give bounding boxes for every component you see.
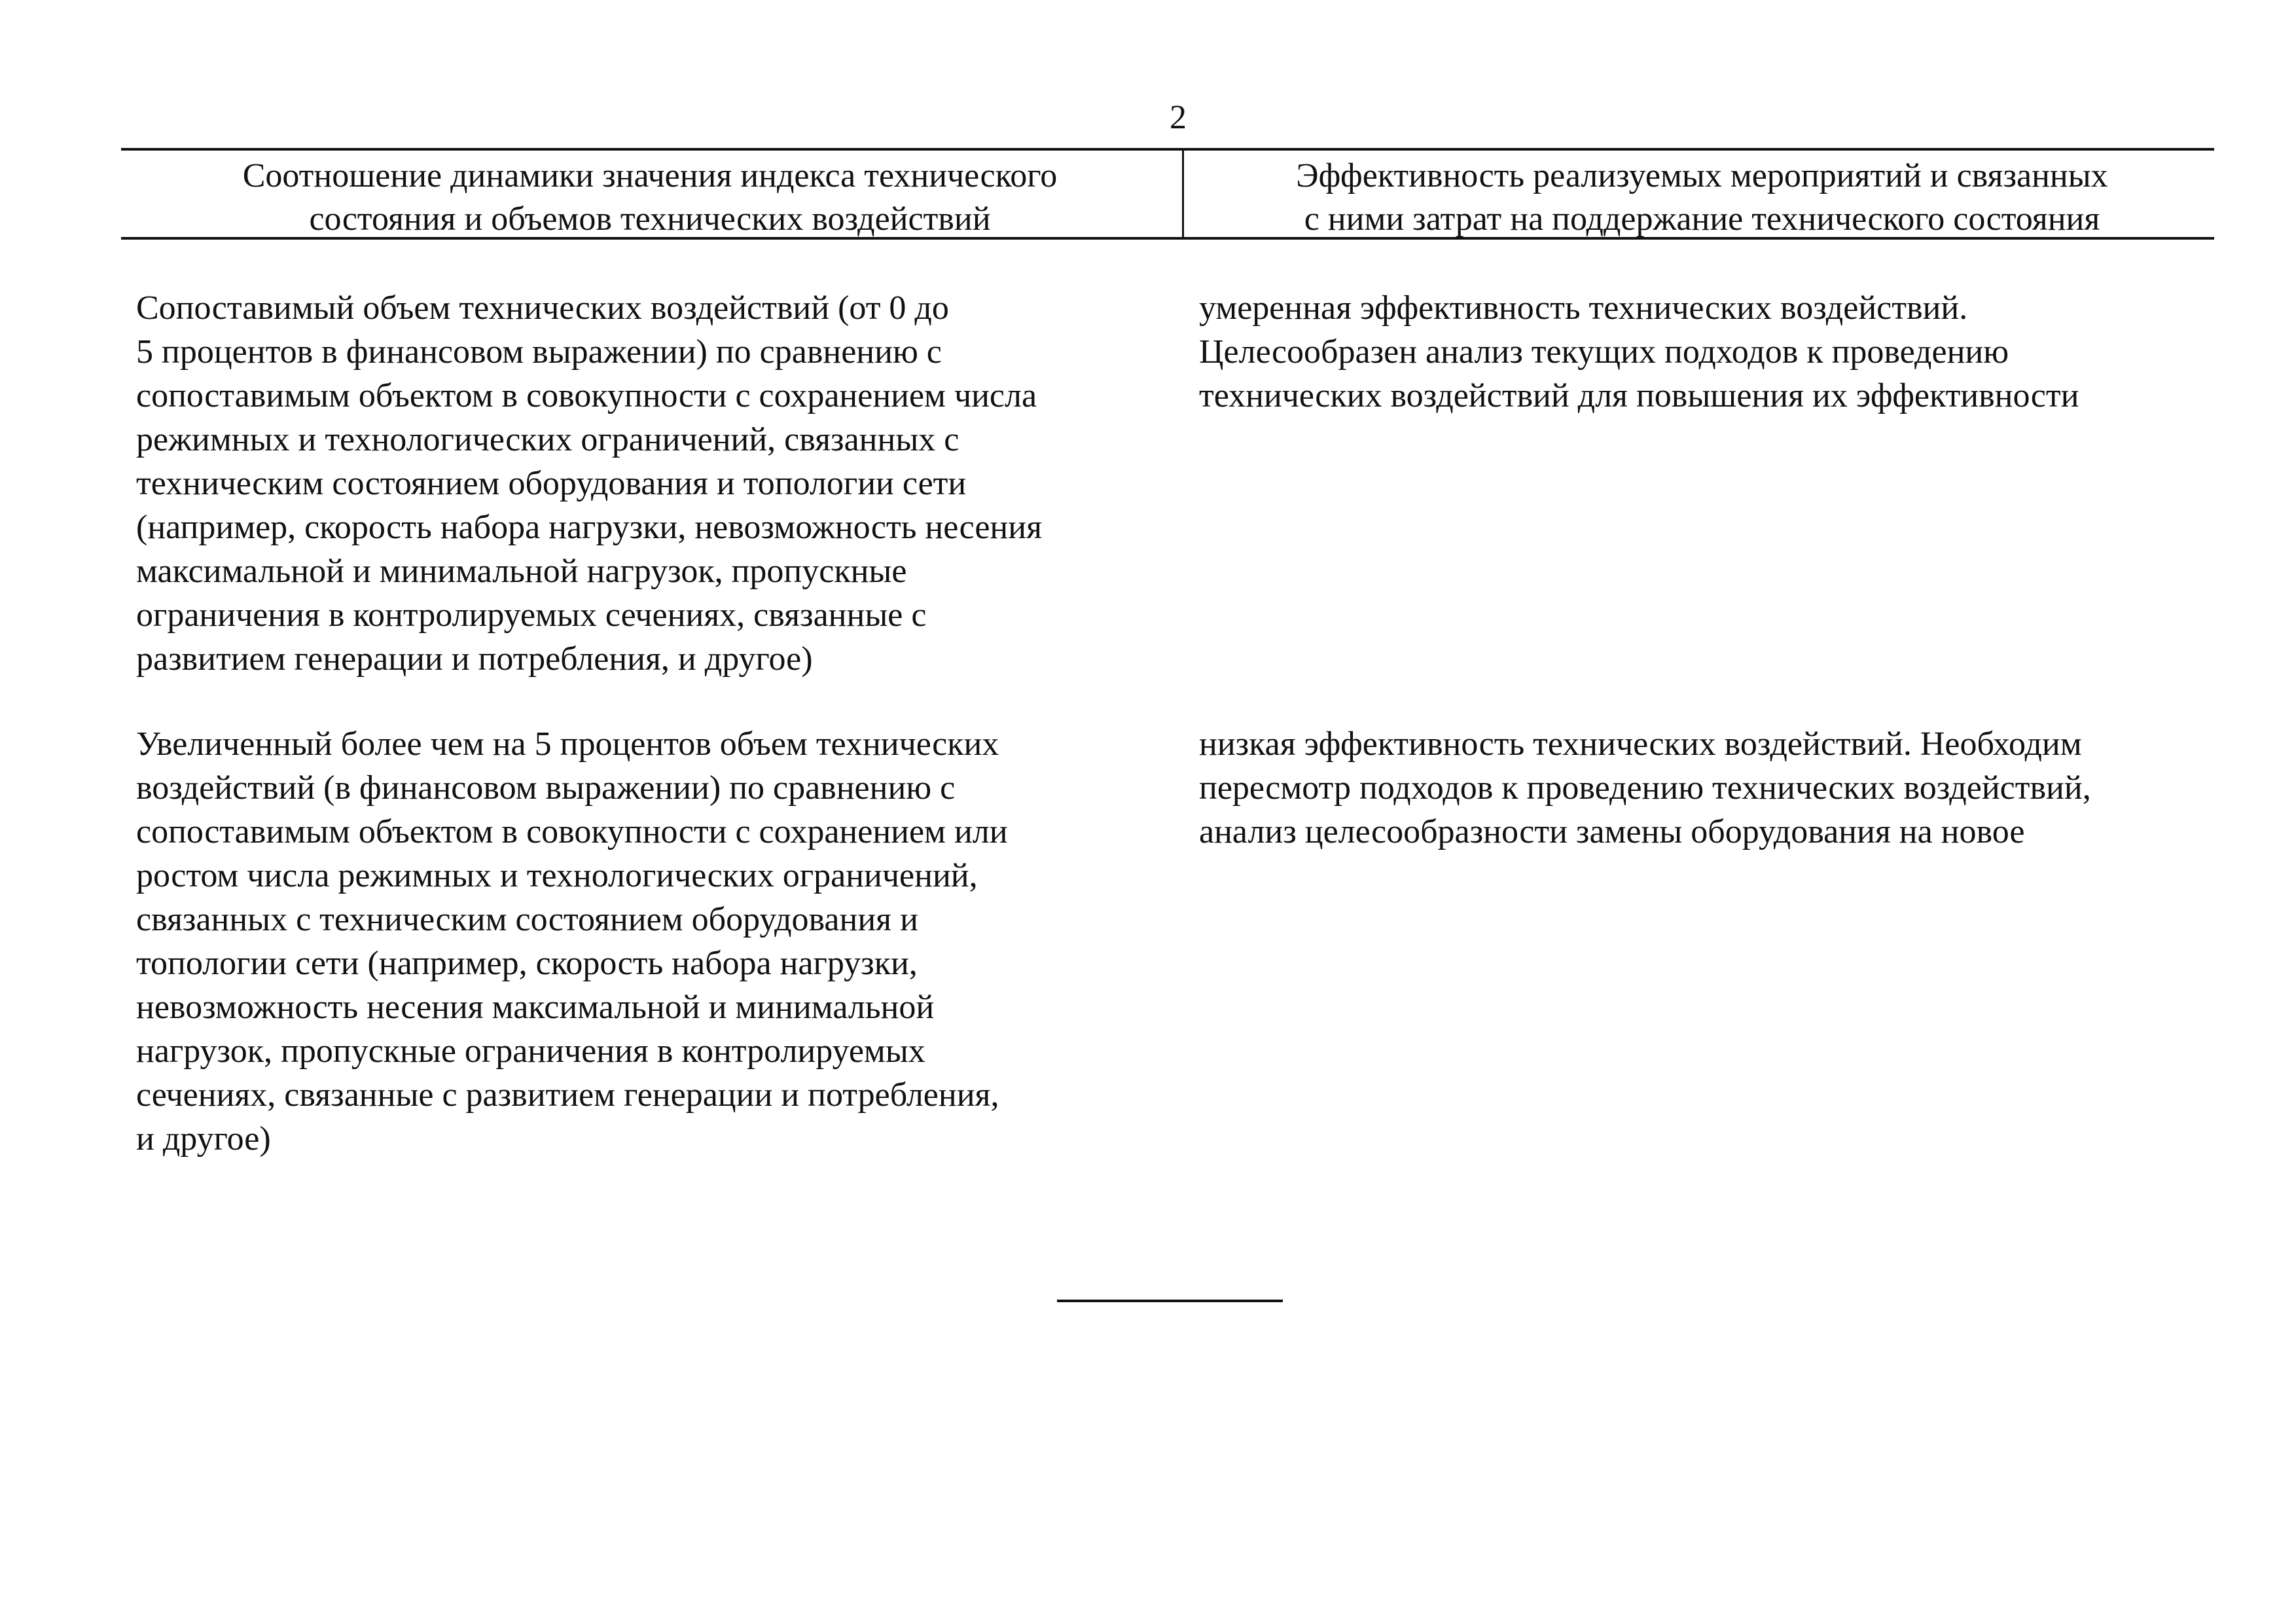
text-line: сопоставимым объектом в совокупности с сохранением числа xyxy=(136,377,1037,414)
text-line: сечениях, связанные с развитием генерации и потребления, xyxy=(136,1076,999,1114)
text-line: сопоставимым объектом в совокупности с сохранением или xyxy=(136,813,1008,850)
text-line: связанных с техническим состоянием оборудования и xyxy=(136,901,918,938)
text-line: топологии сети (например, скорость набора нагрузки, xyxy=(136,945,918,982)
page-number: 2 xyxy=(1170,99,1187,136)
header-line: Соотношение динамики значения индекса технического xyxy=(242,157,1058,194)
row-1-efficiency-cell xyxy=(1199,286,2079,418)
header-cell-efficiency xyxy=(1190,155,2214,241)
header-line: Эффективность реализуемых мероприятий и связанных xyxy=(1296,157,2108,194)
text-line: техническим состоянием оборудования и топологии сети xyxy=(136,465,967,502)
text-line: пересмотр подходов к проведению технических воздействий, xyxy=(1199,769,2091,807)
text-line: 5 процентов в финансовом выражении) по сравнению с xyxy=(136,333,942,371)
text-line: ограничения в контролируемых сечениях, связанные с xyxy=(136,596,927,634)
header-column-divider xyxy=(1182,149,1184,238)
text-line: нагрузок, пропускные ограничения в контролируемых xyxy=(136,1032,925,1070)
row-2-condition-cell xyxy=(136,722,1008,1161)
text-line: умеренная эффективность технических воздействий. xyxy=(1199,289,1968,327)
text-line: максимальной и минимальной нагрузок, пропускные xyxy=(136,553,907,590)
text-line: развитием генерации и потребления, и другое) xyxy=(136,640,813,678)
row-1-condition-cell xyxy=(136,286,1042,681)
text-line: и другое) xyxy=(136,1120,271,1158)
header-line: состояния и объемов технических воздействий xyxy=(309,200,991,238)
text-line: Целесообразен анализ текущих подходов к проведению xyxy=(1199,333,2009,371)
text-line: низкая эффективность технических воздействий. Необходим xyxy=(1199,725,2082,763)
table-top-rule xyxy=(121,148,2214,151)
end-of-document-rule xyxy=(1057,1300,1283,1302)
text-line: ростом числа режимных и технологических ограничений, xyxy=(136,857,978,894)
text-line: воздействий (в финансовом выражении) по сравнению с xyxy=(136,769,956,807)
text-line: невозможность несения максимальной и минимальной xyxy=(136,989,935,1026)
text-line: технических воздействий для повышения их эффективности xyxy=(1199,377,2079,414)
text-line: анализ целесообразности замены оборудования на новое xyxy=(1199,813,2025,850)
header-cell-dynamics xyxy=(124,155,1175,241)
text-line: Увеличенный более чем на 5 процентов объем технических xyxy=(136,725,999,763)
text-line: (например, скорость набора нагрузки, невозможность несения xyxy=(136,509,1042,546)
row-2-efficiency-cell xyxy=(1199,722,2091,854)
header-line: с ними затрат на поддержание технического состояния xyxy=(1304,200,2100,238)
text-line: Сопоставимый объем технических воздействий (от 0 до xyxy=(136,289,949,327)
text-line: режимных и технологических ограничений, связанных с xyxy=(136,421,960,458)
